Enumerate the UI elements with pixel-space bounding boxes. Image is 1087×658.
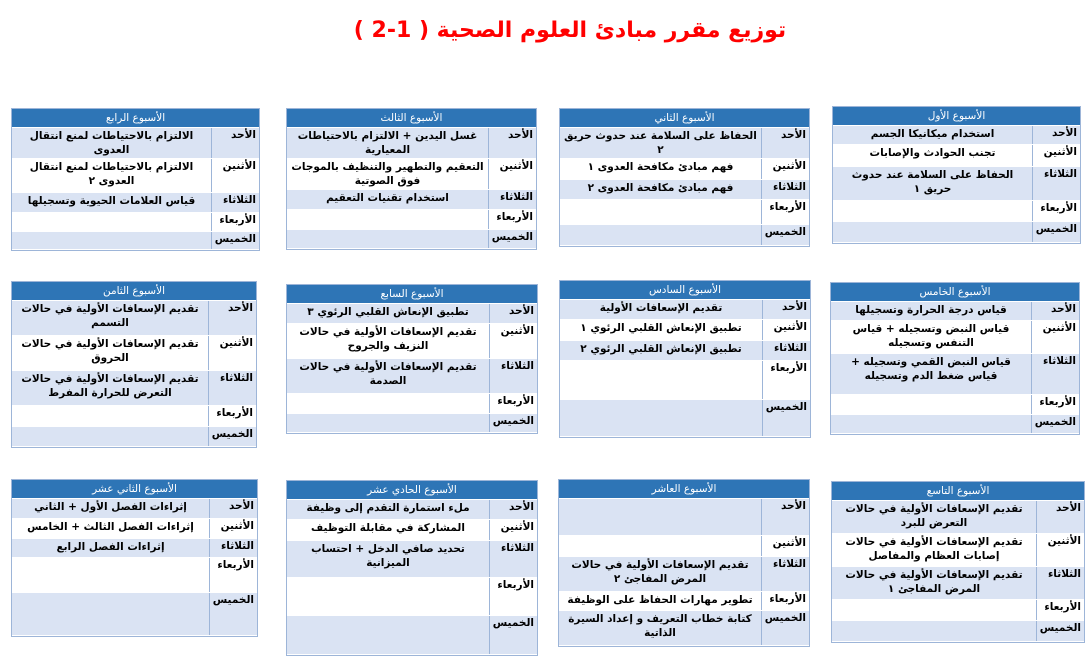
day-monday: الأثنين bbox=[1036, 534, 1084, 566]
lesson-cell: قياس العلامات الحيوية وتسجيلها bbox=[12, 193, 211, 212]
week-row-sunday bbox=[12, 301, 256, 336]
week-row-wednesday bbox=[833, 201, 1080, 222]
week-row-monday bbox=[287, 159, 536, 190]
lesson-cell: تقديم الإسعافات الأولية في حالات المرض المفاجئ ١ bbox=[832, 567, 1036, 599]
day-monday: الأثنين bbox=[208, 336, 256, 370]
lesson-cell bbox=[831, 415, 1031, 433]
lesson-cell: الالتزام بالاحتياطات لمنع انتقال العدوى bbox=[12, 128, 211, 158]
week-row-thursday bbox=[832, 621, 1084, 642]
lesson-cell: استخدام تقنيات التعقيم bbox=[287, 190, 488, 209]
day-wednesday: الأربعاء bbox=[489, 394, 537, 413]
day-monday: الأثنين bbox=[1032, 145, 1080, 166]
week-row-thursday bbox=[560, 400, 810, 437]
lesson-cell bbox=[832, 600, 1036, 620]
lesson-cell bbox=[287, 578, 489, 615]
week-header: الأسبوع الثاني عشر bbox=[12, 480, 257, 499]
lesson-cell: تطبيق الإنعاش القلبي الرئوي ٢ bbox=[560, 341, 762, 360]
week-row-sunday bbox=[560, 128, 809, 159]
week-row-thursday bbox=[287, 414, 537, 433]
lesson-cell: إثراءات الفصل الثالث + الخامس bbox=[12, 519, 209, 538]
day-tuesday: الثلاثاء bbox=[209, 539, 257, 557]
day-monday: الأثنين bbox=[488, 159, 536, 189]
day-tuesday: الثلاثاء bbox=[1036, 567, 1084, 599]
day-monday: الأثنين bbox=[762, 320, 810, 340]
day-wednesday: الأربعاء bbox=[211, 213, 259, 231]
day-monday: الأثنين bbox=[489, 324, 537, 358]
week-header: الأسبوع العاشر bbox=[559, 480, 809, 499]
page-title: توزيع مقرر مبادئ العلوم الصحية ( 1-2 ) bbox=[353, 18, 787, 43]
week-header: الأسبوع الثاني bbox=[560, 109, 809, 128]
lesson-cell: غسل اليدين + الالتزام بالاحتياطات المعيارية bbox=[287, 128, 488, 158]
week-row-monday bbox=[831, 321, 1079, 354]
day-thursday: الخميس bbox=[211, 232, 259, 249]
week-table-10 bbox=[558, 479, 810, 647]
week-row-sunday bbox=[559, 499, 809, 536]
week-row-tuesday bbox=[832, 567, 1084, 600]
lesson-cell: كتابة خطاب التعريف و إعداد السيرة الذاتية bbox=[559, 611, 761, 645]
week-row-monday bbox=[12, 159, 259, 193]
day-thursday: الخميس bbox=[762, 400, 810, 436]
lesson-cell: تقديم الإسعافات الأولية في حالات المرض المفاجئ ٢ bbox=[559, 557, 761, 591]
lesson-cell: تقديم الإسعافات الأولية في حالات إصابات العظام والمفاصل bbox=[832, 534, 1036, 566]
week-row-wednesday bbox=[12, 406, 256, 427]
lesson-cell: تقديم الإسعافات الأولية bbox=[560, 300, 762, 319]
week-row-wednesday bbox=[12, 213, 259, 232]
day-thursday: الخميس bbox=[209, 593, 257, 635]
lesson-cell: تطبيق الإنعاش القلبي الرئوي ٣ bbox=[287, 304, 489, 323]
week-row-thursday bbox=[559, 611, 809, 646]
day-tuesday: الثلاثاء bbox=[488, 190, 536, 209]
lesson-cell bbox=[12, 232, 211, 249]
week-row-wednesday bbox=[12, 558, 257, 593]
week-row-tuesday bbox=[287, 541, 537, 578]
week-row-sunday bbox=[12, 499, 257, 519]
lesson-cell bbox=[287, 394, 489, 413]
week-row-sunday bbox=[287, 304, 537, 324]
day-thursday: الخميس bbox=[1036, 621, 1084, 641]
week-row-monday bbox=[833, 145, 1080, 167]
week-header: الأسبوع الرابع bbox=[12, 109, 259, 128]
lesson-cell: تطوير مهارات الحفاظ على الوظيفة bbox=[559, 592, 761, 610]
lesson-cell: إثراءات الفصل الأول + الثاني bbox=[12, 499, 209, 518]
day-wednesday: الأربعاء bbox=[488, 210, 536, 229]
week-row-sunday bbox=[560, 300, 810, 320]
day-sunday: الأحد bbox=[208, 301, 256, 335]
lesson-cell: تقديم الإسعافات الأولية في حالات التعرض للبرد bbox=[832, 501, 1036, 533]
day-thursday: الخميس bbox=[489, 414, 537, 432]
lesson-cell: تقديم الإسعافات الأولية في حالات التسمم bbox=[12, 301, 208, 335]
lesson-cell: الحفاظ على السلامة عند حدوث حريق ٢ bbox=[560, 128, 761, 158]
week-row-sunday bbox=[12, 128, 259, 159]
week-table-12 bbox=[11, 479, 258, 637]
day-tuesday: الثلاثاء bbox=[762, 341, 810, 360]
day-wednesday: الأربعاء bbox=[762, 361, 810, 399]
week-row-tuesday bbox=[831, 354, 1079, 395]
week-table-9 bbox=[831, 481, 1085, 643]
lesson-cell bbox=[287, 616, 489, 654]
day-tuesday: الثلاثاء bbox=[208, 371, 256, 405]
week-row-sunday bbox=[832, 501, 1084, 534]
week-row-wednesday bbox=[287, 394, 537, 414]
week-row-thursday bbox=[287, 230, 536, 249]
week-row-wednesday bbox=[832, 600, 1084, 621]
week-row-thursday bbox=[833, 222, 1080, 243]
week-row-wednesday bbox=[560, 200, 809, 225]
lesson-cell bbox=[833, 222, 1032, 242]
lesson-cell bbox=[559, 536, 761, 556]
lesson-cell: تقديم الإسعافات الأولية في حالات الصدمة bbox=[287, 359, 489, 393]
lesson-cell: التعقيم والتطهير والتنظيف بالموجات فوق الصوتية bbox=[287, 159, 488, 189]
day-thursday: الخميس bbox=[489, 616, 537, 654]
lesson-cell: إثراءات الفصل الرابع bbox=[12, 539, 209, 557]
week-row-thursday bbox=[831, 415, 1079, 434]
lesson-cell bbox=[12, 558, 209, 592]
day-wednesday: الأربعاء bbox=[1036, 600, 1084, 620]
lesson-cell: تجنب الحوادث والإصابات bbox=[833, 145, 1032, 166]
week-header: الأسبوع الثامن bbox=[12, 282, 256, 301]
week-row-tuesday bbox=[287, 190, 536, 210]
week-row-sunday bbox=[831, 302, 1079, 321]
week-row-tuesday bbox=[12, 193, 259, 213]
lesson-cell bbox=[287, 210, 488, 229]
lesson-cell bbox=[560, 225, 761, 245]
day-wednesday: الأربعاء bbox=[489, 578, 537, 615]
lesson-cell bbox=[12, 213, 211, 231]
lesson-cell: ملء استمارة التقدم إلى وظيفة bbox=[287, 500, 489, 519]
week-header: الأسبوع الأول bbox=[833, 107, 1080, 126]
week-row-sunday bbox=[833, 126, 1080, 145]
lesson-cell: الحفاظ على السلامة عند حدوث حريق ١ bbox=[833, 167, 1032, 200]
day-thursday: الخميس bbox=[1032, 222, 1080, 242]
day-wednesday: الأربعاء bbox=[761, 200, 809, 224]
week-row-tuesday bbox=[560, 341, 810, 361]
day-sunday: الأحد bbox=[488, 128, 536, 158]
week-row-tuesday bbox=[560, 180, 809, 200]
week-table-2 bbox=[559, 108, 810, 247]
week-row-tuesday bbox=[12, 539, 257, 558]
day-thursday: الخميس bbox=[208, 427, 256, 446]
day-monday: الأثنين bbox=[211, 159, 259, 192]
week-row-monday bbox=[559, 536, 809, 557]
lesson-cell bbox=[12, 406, 208, 426]
day-monday: الأثنين bbox=[209, 519, 257, 538]
lesson-cell bbox=[287, 414, 489, 432]
lesson-cell bbox=[12, 593, 209, 635]
lesson-cell bbox=[833, 201, 1032, 221]
week-header: الأسبوع السابع bbox=[287, 285, 537, 304]
week-row-monday bbox=[560, 320, 810, 341]
lesson-cell: المشاركة في مقابلة التوظيف bbox=[287, 520, 489, 540]
lesson-cell: فهم مبادئ مكافحة العدوى ٢ bbox=[560, 180, 761, 199]
week-header: الأسبوع الثالث bbox=[287, 109, 536, 128]
week-row-sunday bbox=[287, 500, 537, 520]
lesson-cell: تطبيق الإنعاش القلبي الرئوي ١ bbox=[560, 320, 762, 340]
week-row-wednesday bbox=[559, 592, 809, 611]
day-sunday: الأحد bbox=[1031, 302, 1079, 320]
lesson-cell: تقديم الإسعافات الأولية في حالات الحروق bbox=[12, 336, 208, 370]
day-wednesday: الأربعاء bbox=[1031, 395, 1079, 414]
week-row-thursday bbox=[12, 232, 259, 250]
day-sunday: الأحد bbox=[489, 500, 537, 519]
week-row-wednesday bbox=[287, 210, 536, 230]
lesson-cell bbox=[287, 230, 488, 248]
day-sunday: الأحد bbox=[762, 300, 810, 319]
week-table-5 bbox=[830, 282, 1080, 435]
week-row-monday bbox=[12, 519, 257, 539]
lesson-cell bbox=[559, 499, 761, 535]
day-thursday: الخميس bbox=[1031, 415, 1079, 433]
week-row-monday bbox=[287, 324, 537, 359]
day-wednesday: الأربعاء bbox=[1032, 201, 1080, 221]
lesson-cell bbox=[560, 400, 762, 436]
week-table-11 bbox=[286, 480, 538, 656]
week-row-monday bbox=[12, 336, 256, 371]
lesson-cell bbox=[12, 427, 208, 446]
lesson-cell: قياس النبض القمي وتسجيله + قياس ضغط الدم وتسجيله bbox=[831, 354, 1031, 394]
lesson-cell bbox=[831, 395, 1031, 414]
day-tuesday: الثلاثاء bbox=[489, 359, 537, 393]
day-monday: الأثنين bbox=[1031, 321, 1079, 353]
day-sunday: الأحد bbox=[489, 304, 537, 323]
week-row-thursday bbox=[287, 616, 537, 655]
day-sunday: الأحد bbox=[1032, 126, 1080, 144]
week-row-monday bbox=[560, 159, 809, 180]
day-sunday: الأحد bbox=[761, 128, 809, 158]
day-tuesday: الثلاثاء bbox=[489, 541, 537, 577]
week-row-monday bbox=[287, 520, 537, 541]
week-table-3 bbox=[286, 108, 537, 250]
week-row-wednesday bbox=[560, 361, 810, 400]
week-table-1 bbox=[832, 106, 1081, 244]
week-row-tuesday bbox=[287, 359, 537, 394]
day-sunday: الأحد bbox=[761, 499, 809, 535]
week-row-monday bbox=[832, 534, 1084, 567]
day-tuesday: الثلاثاء bbox=[211, 193, 259, 212]
lesson-cell bbox=[832, 621, 1036, 641]
day-wednesday: الأربعاء bbox=[761, 592, 809, 610]
day-tuesday: الثلاثاء bbox=[1032, 167, 1080, 200]
day-thursday: الخميس bbox=[761, 611, 809, 645]
day-tuesday: الثلاثاء bbox=[1031, 354, 1079, 394]
day-monday: الأثنين bbox=[761, 536, 809, 556]
week-row-thursday bbox=[12, 593, 257, 636]
week-header: الأسبوع الحادي عشر bbox=[287, 481, 537, 500]
lesson-cell: تقديم الإسعافات الأولية في حالات النزيف والجروح bbox=[287, 324, 489, 358]
week-header: الأسبوع التاسع bbox=[832, 482, 1084, 501]
lesson-cell: فهم مبادئ مكافحة العدوى ١ bbox=[560, 159, 761, 179]
day-thursday: الخميس bbox=[761, 225, 809, 245]
week-table-6 bbox=[559, 280, 811, 438]
week-row-tuesday bbox=[559, 557, 809, 592]
lesson-cell: الالتزام بالاحتياطات لمنع انتقال العدوى ٢ bbox=[12, 159, 211, 192]
week-row-sunday bbox=[287, 128, 536, 159]
day-wednesday: الأربعاء bbox=[209, 558, 257, 592]
lesson-cell: قياس النبض وتسجيله + قياس التنفس وتسجيله bbox=[831, 321, 1031, 353]
day-thursday: الخميس bbox=[488, 230, 536, 248]
day-monday: الأثنين bbox=[489, 520, 537, 540]
day-wednesday: الأربعاء bbox=[208, 406, 256, 426]
week-row-thursday bbox=[12, 427, 256, 447]
lesson-cell: استخدام ميكانيكا الجسم bbox=[833, 126, 1032, 144]
week-header: الأسبوع السادس bbox=[560, 281, 810, 300]
lesson-cell: قياس درجة الحرارة وتسجيلها bbox=[831, 302, 1031, 320]
lesson-cell bbox=[560, 200, 761, 224]
lesson-cell: تقديم الإسعافات الأولية في حالات التعرض للحرارة المفرط bbox=[12, 371, 208, 405]
week-table-8 bbox=[11, 281, 257, 448]
lesson-cell: تحديد صافي الدخل + احتساب الميزانية bbox=[287, 541, 489, 577]
day-sunday: الأحد bbox=[1036, 501, 1084, 533]
week-row-tuesday bbox=[833, 167, 1080, 201]
day-sunday: الأحد bbox=[211, 128, 259, 158]
week-row-wednesday bbox=[287, 578, 537, 616]
week-header: الأسبوع الخامس bbox=[831, 283, 1079, 302]
day-tuesday: الثلاثاء bbox=[761, 557, 809, 591]
day-tuesday: الثلاثاء bbox=[761, 180, 809, 199]
week-row-wednesday bbox=[831, 395, 1079, 415]
lesson-cell bbox=[560, 361, 762, 399]
day-monday: الأثنين bbox=[761, 159, 809, 179]
week-row-thursday bbox=[560, 225, 809, 246]
week-row-tuesday bbox=[12, 371, 256, 406]
week-table-7 bbox=[286, 284, 538, 434]
week-table-4 bbox=[11, 108, 260, 251]
day-sunday: الأحد bbox=[209, 499, 257, 518]
